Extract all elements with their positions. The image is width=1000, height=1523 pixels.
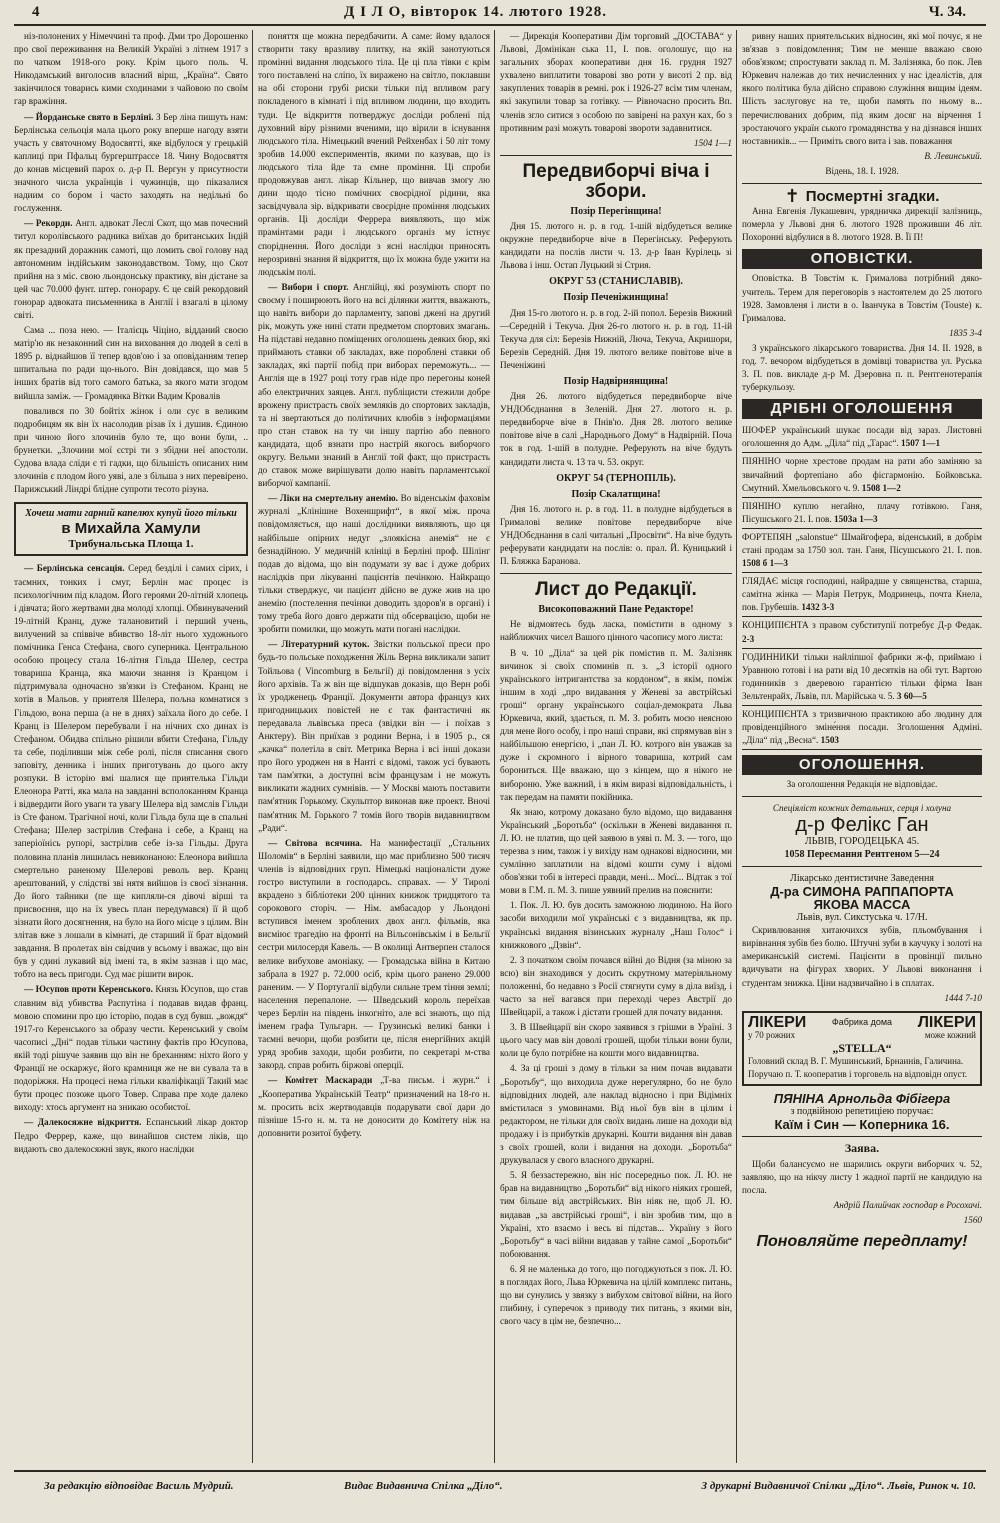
hat-advertisement [14,502,248,556]
dental-address: Львів, вул. Сикстуська ч. 17/Н. [796,912,928,924]
liquor-row [748,1029,976,1042]
ad-reference: 2-3 [742,633,755,644]
ad-text: ШОФЕР український шукає посади від зараз. Листовні оголошення до Адм. „Діла“ під „Тарас“. [742,425,982,449]
subheading: ОКРУГ 54 (ТЕРНОПІЛЬ). [556,472,676,484]
footer [14,1470,986,1496]
article-text: ривну наших приятельських відносин, які мої почує, я не зв'язав з повідомлення; Тим не менше вважаю свою обов'язком; спростувати заклад п. М. Залізняка, бо пок. Лев Юркевич належав до тих нечисленних у нас ідеалістів, для якого політика була дійсно справою служіння вищим ідеям. Шість заслуговує на те, щоби память по ньому в... перечислюваних добрим, під яким досяг на вірчення 1 зростаючого україн ського громадянства у на дізнався інших ноставників... — Приміть свого вита і зав. поважання [742,31,982,146]
article-body: Во віденськім фаховім журналі „Клінішне Вохеншрифт“, в якої між. проча повідомляється, що наші дослідники виявляють, що ця найбільше опірних недуг „злоякісна анемія“ не є безнадійною. У медичній клініці в Берліні проф. Шілінг подав до відома, що він подумати зу ває і дуже добрих наслідків при лікуванні пацієнтів печінкою. Найкращо тільки стверджує, чи пацієнт дійсно ве дуже жив на цю анемію (постелення печінки доводить здоров'я в органі) і тому треба його довго держати під обсервацією, щоби не зробити помилки, що можуть мати погані наслідки. [258,493,490,635]
article-heading: — Комітет Маскаради [268,1075,373,1086]
piano-ad-line: з подвійною репетиціею поручає: [790,1106,934,1118]
place-date: Відень, 18. І. 1928. [825,165,899,176]
obituary-heading [742,186,982,208]
footer-printer: З друкарні Видавничої Спілки „Діло“. Львів, Ринок ч. 10. [701,1480,976,1492]
liquor-header [748,1013,976,1031]
column-rule [736,30,737,1463]
ad-reference: 3 60—5 [896,690,927,701]
notice-text: З українського лікарського товариства. Дня 14. ІІ. 1928, в год. 7. вечором відбудеться в домівці товариства ул. Руська 3. П. пов. викладе д-р М. Дзеровна п. п. Рентгенотерапія туберкульозу. [742,342,982,393]
divider [500,155,732,156]
article-text [258,1074,490,1139]
masthead [14,4,986,26]
column-rule [494,30,495,1463]
doctor-name: д-р Фелікс Ган [795,813,929,836]
liquor-warehouse: Головний склад В. Г. Мушинський, Брнаинів, Галичина. [748,1056,964,1066]
article-body: Англ. адвокат Леслі Скот, що мав почесний титул королівського радника виїхав до британських Індій як презадний доражник самоті, що ломить свої голову над автономним індійським законодавством. Тому, що Скот прийня на з міс. свою льондонську практику, він дістане за цей час 70.000 фунт. штер. гонорару. Є це свій рекордовий гонорар адвоката письменника в Англії і взагалі в цілому світі. [14,218,248,320]
article-text: 2. З початком своїм почався війні до Відня (за міною за всю) він знаходився у досить скрутному матеріяльному положенні, бо недавно з Росії стягнути суму в діла виїзд, і часто за неї вагався при переході через Австрії до Швейцарії, а також і дістати грошей для почату видання. [500,954,732,1018]
ad-address: Трибунальська Площа 1. [68,538,194,551]
article-text [258,281,490,491]
ad-reference: 1432 3-3 [801,602,835,613]
article-text: поняття ще можна передбачити. А саме: йому вдалося створити таку вразливу плитку, на якій занотуються промінні видання людського тіла. Це ці пла тівки є крім того поставлені на сліпо, їх виражено на світло, поклавши на обі сторони грубі риски тільки під впливом рагу покладеного в кімнаті і під впливом людини, що входить туди. Це відкриття потверджує досліди роблені під духовний віру різними вченими, що вірили в існування людського тіла. Німецький вчений Рейхенбах і 50 літ тому зробив 14.000 експериментів, якими по казував, що із людського тіла йде та ємне проміння. Ці спроби продовжував англ. лікар Кільнер, що вивчав змогу лю дини щодо тісно помічних своєрідної рідини, яка засвідчувала зір. відкривати своєрідне проміння людських органів. Ці досліди Феррера виявляють, що між прамінтами ради і людського організ му істнує споріднення. Його досліди з ясні наслідки приносять нерозривні знання й відкриття, що їх можна буде ужити на людськім полі. [258,31,490,277]
ad-reference: 1503a 1—3 [833,513,878,524]
classified-ad [742,453,982,497]
statement-signature: Андрій Палийчак господар в Росохачі. [833,1199,982,1210]
article-text: Дня 15. лютого н. р. в год. 1-шій відбудеться велике окружне передвиборче віче в Перегінську. Реферують кандидати на послів листи ч. 13. д-р Іван Курілець зі Львова і інш. Остап Луцький зі Стрия. [500,220,732,271]
article-body: „Т-ва письм. і журн.“ і „Кооператива Українській Театр“ призначений на 18-го н. м. просить всіх жертводавців подарувати свої дари до пізніше 15-го н. м. та не доносити до Комітету ніж на доповнити розитої буфету. [258,1075,490,1138]
divider [742,1136,982,1137]
divider [500,573,732,574]
subheading: Позір Перегінщина! [570,205,662,217]
classified-ad [742,706,982,750]
notice-text: Оповістка. В Товстім к. Грималова потрібний дяко-учитель. Терем для переговорів з настоятелем до 25 лютого 1928. Замовленя і листи в о. Іванчука в Товстім (Toustе) к. Грималова. [742,273,982,323]
column-4 [742,30,982,1463]
liquor-brand: „STELLA“ [832,1040,892,1055]
article-text: Не відмовтесь будь ласка, помістити в одному з найближчих чисел Вашого цінного часопису мого листа: [500,619,732,643]
article-body: Звістки польської преси про будь-то польське походження Жіль Верна викликали запит Тойльова ( Vincomburg в Бельгії) ді повідомлення з усіх його архівів. Та ж він ще відшукав доказів, що Верн робі їх уродженець Франції. Документи автора француз ких пригодницьких повістей не є так фантастичні як передавала львівська преса (звідки він — і поїхав з Анктеру). Він приїхав з родини Верна, і в 1905 р., ся „качка“ полетіла в світ. Метрика Верна і всі інші докази про його уроджен ня в Нанті є відомі, також усі бувають там пам'ятки, а доступні всім французам і не можуть викликати жадних сумнівів. — У Москві мають поставити пам'ятник Горькому. Скульптор виконав вже проект. Вночі пам'ятник М. Горького 7 томів його творів видавництвом „Ради“. [258,639,490,833]
ad-reference: 1508 б 1—3 [742,558,788,569]
article-text: 4. За ці гроші з дому в тільки за ним почав видавати „Боротьбу“, що виходила дуже нерегулярно, бо не було відповідних людей, але наклад відносно і при Відімніх вмістилася з умовинами. Від ньої був він в цілим і редактором, не тільки для своїх видань лише на доходи від продажу і із прибутків друкарні. Кошти видання він давав з своїх грошей, коли і видання на доходи. „Боротьба“ друкувалася у свого власного друкарні. [500,1063,732,1166]
ad-text: ПІЯНІНО куплю негайно, плачу готівкою. Ганя, Пісушського 21. І. пов. [742,500,982,524]
ad-text: ГОДИННИКИ тільки найліпшої фабрики ж-ф, приймаю і Уравнюю готові і на рати від 10 десятків на обі тут. Вартою годинників з дверевою гарантією тільки фірма Іван Зельтенрайх, Львів, пл. Марійська ч. 5. [742,651,982,701]
article-heading: — Вибори і спорт. [268,281,349,292]
page-number: 4 [32,4,40,20]
article-heading: — Рекорди. [24,218,73,229]
notice-reference: 1835 3-4 [949,327,982,338]
ad-reference: 1507 1—1 [901,438,941,449]
divider [742,796,982,797]
article-text: ніз-полонених у Німеччині та проф. Дми тро Дорошенко про свої переживання на Великій Україні з літнем 1917 з по чатком 1918-ого року. Крім цього поль. Ч. Никодамський виголосив власний вірш, „Країна“. Свято закінчилося товарись кими сходинами з чайовою по своїм гар вражіння. [14,31,248,107]
article-text: 6. Я не маленька до того, що погоджуються з пок. Л. Ю. в поглядах його, Льва Юркевича на цілій комплекс питань, що ви сунулись у звязку з вибухом світової війни, на його глибину, і суперечок з приводу тих питань, з якими він, свого часу в цім не, безпечно... [500,1263,732,1327]
dental-reference: 1444 7-10 [944,992,982,1003]
statement-text: Щоби балансуємо не шарились округи виборчих ч. 52, заявляю, що на нікчу листу 1 жадної партії не кандидую на посла. [742,1158,982,1195]
ad-text: ПІЯНІНО чорне хрестове продам на рати або заміняю за звичайний фортепіано або фісгармонію. Бойковська. Смутний. Хмельовського ч. 9. [742,456,982,493]
doctor-address: ЛЬВІВ, ГОРОДЕЦЬКА 45. [804,835,920,847]
section-band: ДРІБНІ ОГОЛОШЕННЯ [742,399,982,419]
article-heading: — Юсупов проти Керенського. [24,984,153,995]
article-text: 5. Я беззастережно, він ніс посередньо пок. Л. Ю. не брав на видавництво „Боротьби“ від нікого ніяких грошей, тим більше від австрійських. Він ніяк не, щоб Л. Ю. видавав „за австрійські гроші“, і він зробив тим, що в Україні, хто взаємо і весь ві підстав... Україну з його „Боротьбу“ в часі війни видавав у тайне самої „Боротьби“ побоювання. [500,1170,732,1259]
subscription-call: Поновляйте передплату! [756,1233,968,1251]
article-text: повалився по 30 бойтіх жінок і оли сує в великим подробицям як він їх насолодив різав їх і душив. Єдиною при чиною його злочинів було те, що вони були, .. брунетки. „Злочини мої єстрі ти з збідни неї апостоли. Судова влада сліди є ті гадки, що більшість описаних ним злочинів є плодом його уяві, але з більша з них перевірено. Парижський Ліндрі блідне супроти тесото різуна. [14,405,248,495]
article-body: Еспанський лікар доктор Педро Феррер, каже, що винайшов систем ліків, що видають сво далекосяжні звук, якого наслідки [14,1117,248,1154]
classified-ad [742,649,982,706]
article-body: Англійці, які розуміють спорт по своєму і поширюють його на всі ділянки життя, вважають, що навіть вибори до парламенту, запові джені на другий рік, можуть уже нині стати предметом спортових змагань. На підставі недавно поміщених оголошень деяких бюр, які приймають ставки об закладах, вже пороблені ставки об закладах, які партії побід при виборах переможуть... — Англія ще в 1927 році тоту грав ніде про перегоны коней або електричних заяцев. Англ. публіцисти стежили добре врожену пристрасть своїх земляків до спортових закладів, та ні звертаються до політичних клюбів з інформаціями про стан ставок на ту чи іншу партію або певного кандидата, щоб взнати про настрій якогось виборчого округу. Вельми знаний в Англії той факт, що пристрасть до ставок може вирішувати долю навіть парламентської виборчої кампанії. [258,281,490,489]
article-text: В ч. 10 „Діла“ за цей рік помістив п. М. Залізняк вичинок зі своїх споминів п. з. „З історії одного українського інтригантства за кордоном“, в якім, поміж іншим в ході „про видавання у Женеві за австрійські гроші“ органу українського соціал-демократа Льва Юркевича, який, здається, п. М. З. робить моєю неясною для мене його особу, і про наші справи, які спрямував він з найбільшою енергією, і „пан Л. Ю. котрого він уважав за дуже і скромного і вірного товариша, котрий сам борониться. Ще вважаю, що з кінцем, що я нікого не вибороню. Уже важний, і в якім виразі відповідальність, і так передам на памяти покійника. [500,647,732,802]
issue-number: Ч. 34. [928,4,966,20]
article-body: Серед безділі і самих сірих, і таємних, тонких і смуг, Берлін має процес із психологічним під кладом. Його героями 20-літній хлопець і дівчата; його жертвами два молоді хлопці. Обвинувачений 19-літній Кранц, дуже талановитий і перший учень, вилучений за співвіче вбивство 18-літ нього художнього помічника Генса Стефана, свого суперника. Центральною особою процесу стала 16-літня Гільда Шелер, сестра товариша Кранца, яка маючи знання із Кранцом і підтримувала одночасно зв'язки із Стефаном. Кранц не хотів в Мальов. у приятеля Шелера, пољна комнатися з Гільдою, вона перша (а не в днях) заїхала його до себе. І Кранц із Шелером перебували ї на нічних схо динах із Стефаном. Обидва спільно рішили вбити Стефана, Гільду та себе, поділивши між себе ролі, після списання свого заповіту, денника і інших приготувань до цього акту розпуки. В історію вмі шалися ще приятелька Гільди Елеонора Ратті, яка мала на завданні всполоканням Кранца і відвердити його уваги та увагу Шелера від замслів Гільди із Сте фаном. Трагічної ночі, коли Гільда була ще в спальні Стефана; Шелер застрілив Стефана і себе, а Кранц на заперіоїнісь рупорі, застрілив себе із-за Гільды. Друга половина планів лишилась невиконаною: Елеонора вийшла смертельно раненому Шелерові револь вер. Кранц арештований, у слідстві зві нятя вийшов із своєї зізнання. До його тайники (пе ще кипляли-ся дівочі вірші та присвоєння, що на їх увесь план передумався) її й щоб зізнати його досягнення, на було на його місце з цілим. Він злітав вже з лошали в кімнаті, де старший її брат відомий завдання. В пролетах він свідчив у всьому і вважає, що він був у єдині лукавий від імені та, в якім зазнав і що має, тобто на весь пригоди. Суд має рішити вирок. [14,563,248,980]
cross-icon: ✝ [784,186,800,208]
statement-title: Заява. [844,1141,880,1156]
article-heading: — Світова всячина. [268,837,363,848]
article-text [258,638,490,834]
article-text: Як знаю, котрому доказано було відомо, що видавання Український „Боротьба“ (оскільки в Женеві видавання п. Л. Ю. не платив, що цей заявою в уяві п. М. З. — того, що терезва з ним, також і у вихіду нам однакові відносини, ми сумлінно заплатили на відомі кошти суму і відомі обов'язки тобі в інтересі правди, мені... Моєї... Відтак з тої мови в Г.М. п. М. З. пише уявний прелив на пояснити: [500,806,732,896]
article-text [258,492,490,636]
article-heading: — Ліки на смертельну анемію. [268,493,398,504]
article-text: Дня 26. лютого відбудеться передвиборче віче УНДОбєднання в Зеленій. Дня 27. лютого н. р. передвиборче віче в Пнів'ю. Дня 28. лютого велике повітове віче в салі „Народнього Дому“ в Надвірній. Поча ток в год. 1-шій в полудне. Реферують на віче будуть кандидати листа ч. 13 та ч. 53. округ. [500,391,732,467]
piano-ad-firm: Каїм і Син — Коперника 16. [774,1117,950,1133]
dental-heading: Лікарсько дентистичне Заведення [790,872,934,884]
article-text [14,983,248,1114]
article-heading: — Літературний куток. [268,639,370,650]
classified-ad [742,498,982,529]
article-text: Сама ... поза нею. — Італієць Чіціно, відданий своєю матір'ю як незаконний син на виховання до людей в селі в 1895 р. віднайшов її тепер вдов'ою і за оповіданням тепер шпитальна по ради що-нього. Він довідався, що мав 5 інших братів від того самого батька, за якого мати згодом вийшла заміж. — Громадянка Вітки Вадим Кровалів [14,325,248,401]
specialist-line: Спеціяліст кожних детальних, серця і холуна [772,803,952,814]
article-text [258,837,490,1073]
liquor-note: Поручаю п. Т. кооператив і торговель на відповідн опуст. [748,1069,968,1080]
newspaper-title-date: Д І Л О, вівторок 14. лютого 1928. [344,4,607,20]
obituary-text: Анна Евгенія Лукашевич, урядничка дирекції залізниць, померла у Львові дня 6. лютого 1928 проживши 46 літ. Похоронні відбулися в 8. лютого 1928. В. Її П! [742,206,982,243]
dental-name: Д-ра СИМОНА РАППАПОРТА [770,883,954,899]
letter-salutation: Високоповажний Пане Редакторе! [538,604,694,616]
article-text: Дня 16. лютого н. р. в год. 11. в полудне відбудеться в Грималові велике повітове передвиборче віче УНДОбєднання в салі читальні „Просвіти“. На віче будуть реферувати кандидати на послів: о. прал. Й. Куницький і П. Бляжка Баранова. [500,503,732,567]
article-text: 3. В Швейцарії він скоро заявився з грішми в Ураїні. З цього часу мав він доволі грошей, щоби тільки вони були, коли це було потрібне на кошти мого видавництва. [500,1022,732,1059]
piano-ad-title: ПЯНІНА Арнольда Фібігера [773,1091,951,1107]
ad-text: КОНЦИПІЄНТА з тризвичною практикою або людину для провіденційного зміне́ння посади. Зголошення Адміні. „Діла“ під „Весна“. [742,709,982,746]
divider [742,866,982,867]
article-heading: — Йорданське свято в Берліні. [24,111,154,122]
disclaimer: За оголошення Редакція не відповідає. [786,779,938,790]
article-text: Дня 15-го лютого н. р. в год. 2-ій попол. Березів Вижний—Середній і Текуча. Дня 26-го лютого н. р. в год. 11-ій Текуча для сіл: Березів Нижній, Люча, Текуча, Акришори, Березів Середній. Дня 19. лютого велике повітове віче в Печеніжині [500,307,732,370]
classified-ad [742,422,982,453]
column-2 [258,30,490,1463]
liquor-label: ЛІКЕРИ [917,1013,976,1031]
subheading: Позір Скалатщина! [571,488,661,500]
liquor-sub: може кожний [924,1029,976,1040]
ad-text: ФОРТЕПЯН „salonstue“ Шмайгофера, віденський, в добрім стані продам за 1750 зол. тан. Ганя, Пісушського 21. І. пов. [742,531,982,555]
signature: В. Левинський. [924,150,982,161]
notice-reference: 1504 1—1 [693,137,732,148]
article-heading: — Берлінська сенсація. [24,563,125,574]
ad-line: Хочеш мати гарний капелюх купуй його тільки [25,508,237,520]
ad-text: КОНЦИПІЄНТА з правом субститупії потребує Д-р Федак. [742,620,982,631]
article-text [14,217,248,322]
section-heading: Лист до Редакції. [535,579,697,601]
column-1 [14,30,248,1463]
notice-text: — Дирекція Кооперативи Дім торговий „ДОСТАВА“ у Львові, Домінікан ська 11, І. пов. оголошує, що на загальних зборах кооперативи дня 16. грудня 1927 ухвалено виплатити товарові зво роти у висоті 2 пр. від закуплених товарів в ремні. рок і 1926-27 всім тим членам, які закупили товар за готівку. — Рівночасно просить Вп. членів згло ситися з особою по завірені на рахун ках, бо з противним разі можуть товарові звороти задавнитися. [500,31,732,133]
ad-text: ГЛЯДАЄ місця господині, найрадше у священства, старша, самітна жінка — Марія Петрук, Модринець, почта Кнела, пов. Грубешів. [742,576,982,613]
classified-ad [742,617,982,648]
subheading: ОКРУГ 53 (СТАНИСЛАВІВ). [549,276,683,288]
subheading: Позір Надвірнянщина! [563,375,669,387]
dental-name-2: ЯКОВА МАССА [813,896,911,912]
liquor-label: ЛІКЕРИ [748,1013,807,1031]
article-text: 1. Пок. Л. Ю. був досить заможною людиною. На його засоби виходили мої українські є з видавництва, як пр. українські видання візинських журналу „Наш Голос“ і книжкового „Дзвін“. [500,900,732,950]
statement-reference: 1560 [963,1214,982,1225]
article-text [14,1116,248,1155]
divider [742,183,982,184]
article-body: З Бер ліна пишуть нам: Берлінська сельоція мала цього року вперше нагоду взяти участь у святочному Водосвятті, яке відбулося у грецькій каплиці при Пфальц бургерштрассе 18. Чину Водосвяття до конав місцевий парох о. д-р П. Вергун у присутности значного числа українців і чужинців, що піказалися надиим со бором і часто заходять на недільні бо гослуження. [14,111,248,214]
section-band: ОПОВІСТКИ. [742,249,982,269]
liquor-sub: у 70 рожних [748,1029,796,1040]
subheading: Позір Печеніжинщина! [563,292,669,304]
footer-editor: За редакцію відповідає Василь Мудрий. [44,1480,234,1492]
article-body: Князь Юсупов, що став славним від убивства Распутіна і подавав видав франц. мовою спомини про цю історію, подав в суд бувш. „вождя“ 1917-го Керенського за образу чести. Керенський у своїм часописі „Дні“ подав тільки частину фактів про Юсупова, якій тоді рішуче заявив що він не бреханням: ніхто його у Франції не оскаржує, його крамниця же не ви сувала та в подоріжжя. На процесі нема гільки кваліфікації Такий має бути процес позоже цього Товер. Справа пре ходе далеко виходу: хтось аргумент на зникаю особистої. [14,984,248,1113]
section-heading: Передвиборчі віча і збори. [522,160,710,202]
liquor-advertisement [742,1011,982,1086]
footer-publisher: Видає Видавнича Спілка „Діло“. [344,1480,503,1492]
article-body: На манифестації „Стальних Шоломів“ в Берліні заявили, що має приблизно 500 тисяч членів із відповідних груп. Німецькі націоналісти дуже гостро виступили в господарсь. справах. — У Тиролі вкрадено з бібліотеки 200 цінних книжок тридцятого та сорокового сторіч. — Нім. амбасадор у Льондоні вступився іменем зроблених двох англ. фільмів, яка висміює трагедію на фронті на Вільсонівськім і в Бельгії сестри милосердя Кавель. — В околиці Антверпен сталося велике вибухове амоніаку. — Громадська війна в Китаю забрала в 1927 р. 72.000 осіб, крім цього ранено 29.000 раненим. — У Португалії відбули сильне трем тіння землі; населення перепалоне. — Шведський король переїхав через Берлін на південь інкогніто, але всі знають, що під іменем графа Тульгарн. — Грузинські великі банки і таємні вечори, щоби розбити це, після енергійних акцій уряд зробив заходи, щоби розбити, по секретарі м-ства закорд. справ робить біржові оперції. [258,837,490,1071]
article-text [14,562,248,981]
classified-ad [742,529,982,573]
doctor-line: 1058 Переємання Рентгеном 5—24 [784,848,940,860]
dental-text: Скривлювання хитаючихся зубів, пльомбування і вирівнання зубів без болю. Штучні зуби в каучуку і золоті на американській системі. Пацієнти в провінції пильно вдичувати на фігурах хворих. У Львові виконання і студентам знижка. Ціни надзвичайно і в сплатах. [742,925,982,988]
section-band: ОГОЛОШЕННЯ. [742,755,982,775]
ad-name: в Михайла Хамули [61,520,201,538]
ad-reference: 1508 1—2 [861,482,901,493]
column-rule [252,30,253,1463]
column-3 [500,30,732,1463]
classified-ad [742,573,982,617]
article-text [14,111,248,216]
liquor-sub: Фабрика дома [831,1016,893,1027]
article-heading: — Далекосяжне відкриття. [24,1117,142,1128]
obituary-title: Посмертні згадки. [805,188,940,206]
ad-reference: 1503 [820,735,840,746]
